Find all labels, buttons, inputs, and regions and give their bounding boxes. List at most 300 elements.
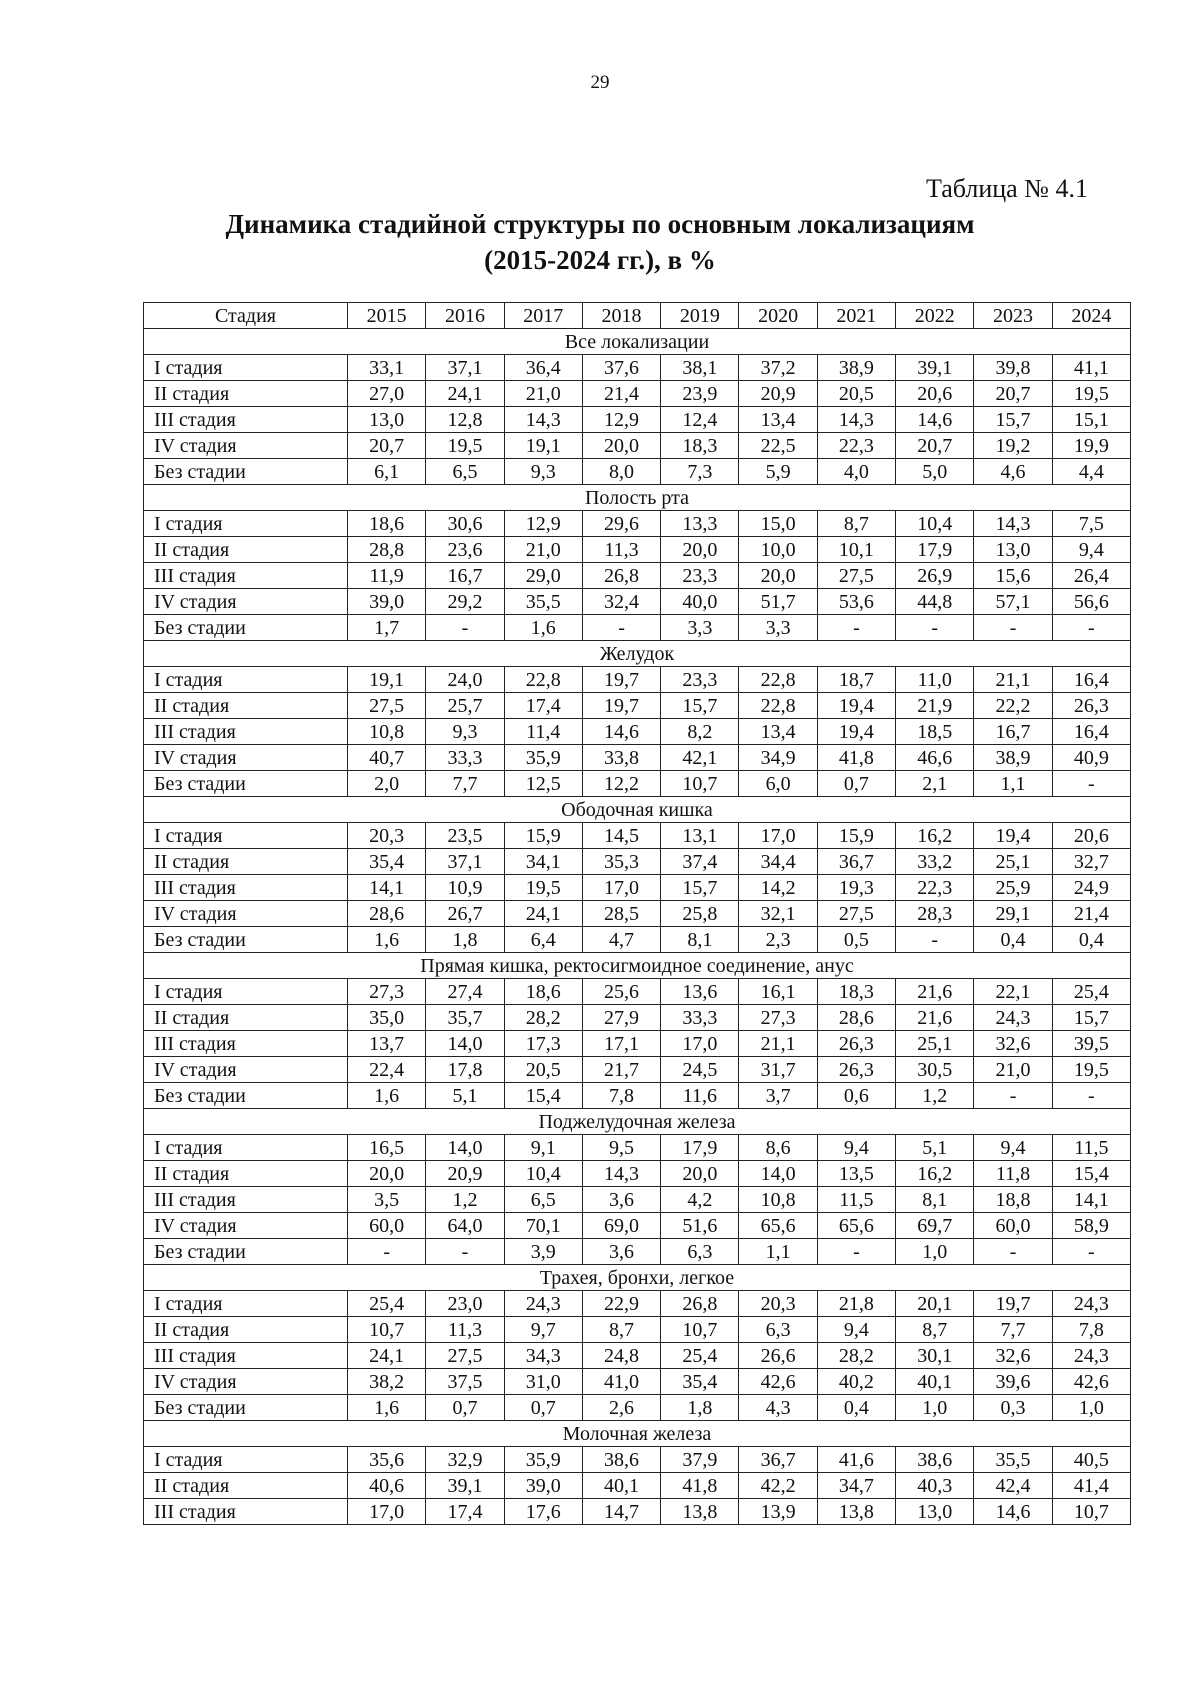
stage-label: III стадия: [144, 1499, 348, 1525]
stage-label: III стадия: [144, 1187, 348, 1213]
table-cell: 1,1: [739, 1239, 817, 1265]
table-cell: 33,3: [661, 1005, 739, 1031]
table-cell: 7,5: [1052, 511, 1130, 537]
table-cell: 28,8: [348, 537, 426, 563]
table-cell: 16,4: [1052, 719, 1130, 745]
table-cell: 30,5: [896, 1057, 974, 1083]
table-cell: -: [896, 927, 974, 953]
table-row: [144, 667, 1131, 693]
table-cell: -: [896, 615, 974, 641]
table-cell: -: [974, 1239, 1052, 1265]
table-cell: 40,5: [1052, 1447, 1130, 1473]
table-cell: 69,0: [582, 1213, 660, 1239]
stage-label: III стадия: [144, 407, 348, 433]
table-cell: 3,6: [582, 1239, 660, 1265]
table-cell: 30,1: [896, 1343, 974, 1369]
table-cell: 25,4: [1052, 979, 1130, 1005]
table-cell: 32,1: [739, 901, 817, 927]
table-cell: 13,5: [817, 1161, 895, 1187]
group-name: Поджелудочная железа: [144, 1109, 1131, 1135]
table-row: [144, 1161, 1131, 1187]
table-cell: 6,3: [739, 1317, 817, 1343]
table-cell: 56,6: [1052, 589, 1130, 615]
table-cell: 17,6: [504, 1499, 582, 1525]
table-cell: 27,5: [817, 901, 895, 927]
table-cell: 15,7: [1052, 1005, 1130, 1031]
table-cell: 15,1: [1052, 407, 1130, 433]
table-cell: 14,3: [504, 407, 582, 433]
table-cell: 1,6: [348, 1395, 426, 1421]
table-cell: 7,3: [661, 459, 739, 485]
table-cell: 34,1: [504, 849, 582, 875]
stage-label: III стадия: [144, 1343, 348, 1369]
table-cell: 27,4: [426, 979, 504, 1005]
table-cell: 17,0: [348, 1499, 426, 1525]
table-cell: 13,6: [661, 979, 739, 1005]
table-row: [144, 1187, 1131, 1213]
table-cell: 33,3: [426, 745, 504, 771]
column-header-year: 2016: [426, 303, 504, 329]
table-cell: 8,7: [582, 1317, 660, 1343]
table-cell: 14,3: [582, 1161, 660, 1187]
table-cell: 10,7: [661, 771, 739, 797]
table-cell: 28,2: [504, 1005, 582, 1031]
table-cell: 28,2: [817, 1343, 895, 1369]
table-cell: 0,3: [974, 1395, 1052, 1421]
stage-label: Без стадии: [144, 771, 348, 797]
group-header-row: [144, 1421, 1131, 1447]
table-cell: 15,6: [974, 563, 1052, 589]
table-cell: 1,1: [974, 771, 1052, 797]
table-row: [144, 693, 1131, 719]
table-cell: 8,1: [896, 1187, 974, 1213]
table-cell: 14,7: [582, 1499, 660, 1525]
table-cell: 40,2: [817, 1369, 895, 1395]
table-cell: 20,6: [896, 381, 974, 407]
table-cell: 9,7: [504, 1317, 582, 1343]
table-cell: 23,3: [661, 563, 739, 589]
table-cell: 9,3: [504, 459, 582, 485]
table-cell: 11,5: [817, 1187, 895, 1213]
table-cell: 21,8: [817, 1291, 895, 1317]
table-cell: 24,1: [504, 901, 582, 927]
table-cell: 32,6: [974, 1343, 1052, 1369]
table-cell: 20,3: [348, 823, 426, 849]
table-cell: 11,0: [896, 667, 974, 693]
table-cell: 13,9: [739, 1499, 817, 1525]
table-cell: 20,5: [504, 1057, 582, 1083]
table-row: [144, 771, 1131, 797]
table-cell: 40,7: [348, 745, 426, 771]
table-cell: 13,0: [348, 407, 426, 433]
table-cell: 18,7: [817, 667, 895, 693]
column-header-year: 2015: [348, 303, 426, 329]
table-cell: 24,3: [504, 1291, 582, 1317]
table-cell: 2,1: [896, 771, 974, 797]
table-row: [144, 875, 1131, 901]
table-cell: 24,9: [1052, 875, 1130, 901]
table-cell: 17,0: [582, 875, 660, 901]
column-header-year: 2019: [661, 303, 739, 329]
table-cell: 19,5: [504, 875, 582, 901]
group-header-row: [144, 485, 1131, 511]
table-cell: 25,4: [348, 1291, 426, 1317]
group-name: Молочная железа: [144, 1421, 1131, 1447]
table-cell: 19,1: [504, 433, 582, 459]
stage-label: II стадия: [144, 381, 348, 407]
table-cell: 32,7: [1052, 849, 1130, 875]
table-row: [144, 1369, 1131, 1395]
table-cell: 41,8: [817, 745, 895, 771]
table-cell: 14,6: [974, 1499, 1052, 1525]
table-cell: 13,8: [661, 1499, 739, 1525]
table-cell: 14,3: [974, 511, 1052, 537]
table-cell: 20,0: [661, 537, 739, 563]
table-cell: 22,2: [974, 693, 1052, 719]
table-cell: 5,9: [739, 459, 817, 485]
table-cell: 0,4: [817, 1395, 895, 1421]
table-row: [144, 407, 1131, 433]
table-cell: 69,7: [896, 1213, 974, 1239]
table-cell: 14,6: [582, 719, 660, 745]
table-cell: 11,6: [661, 1083, 739, 1109]
table-cell: 28,6: [817, 1005, 895, 1031]
table-row: [144, 433, 1131, 459]
table-cell: 17,3: [504, 1031, 582, 1057]
table-cell: 12,8: [426, 407, 504, 433]
table-cell: 34,7: [817, 1473, 895, 1499]
table-cell: 26,7: [426, 901, 504, 927]
table-cell: -: [1052, 615, 1130, 641]
table-cell: 24,0: [426, 667, 504, 693]
table-cell: 42,6: [1052, 1369, 1130, 1395]
table-cell: 42,2: [739, 1473, 817, 1499]
table-cell: 22,4: [348, 1057, 426, 1083]
table-cell: 36,4: [504, 355, 582, 381]
table-cell: 41,8: [661, 1473, 739, 1499]
table-row: [144, 1031, 1131, 1057]
group-header-row: [144, 1109, 1131, 1135]
table-cell: 51,6: [661, 1213, 739, 1239]
table-cell: 26,9: [896, 563, 974, 589]
table-cell: 26,3: [1052, 693, 1130, 719]
table-cell: 37,6: [582, 355, 660, 381]
table-cell: 11,3: [426, 1317, 504, 1343]
table-row: [144, 459, 1131, 485]
table-cell: 17,9: [661, 1135, 739, 1161]
table-row: [144, 1317, 1131, 1343]
group-name: Ободочная кишка: [144, 797, 1131, 823]
table-cell: 18,6: [348, 511, 426, 537]
table-cell: 20,7: [348, 433, 426, 459]
table-cell: 15,7: [661, 693, 739, 719]
table-cell: 42,4: [974, 1473, 1052, 1499]
table-title-line-2: (2015-2024 гг.), в %: [484, 245, 716, 275]
table-cell: 5,1: [426, 1083, 504, 1109]
table-cell: 36,7: [739, 1447, 817, 1473]
stage-label: II стадия: [144, 1317, 348, 1343]
table-cell: 6,3: [661, 1239, 739, 1265]
stage-label: Без стадии: [144, 615, 348, 641]
table-row: [144, 901, 1131, 927]
stage-label: III стадия: [144, 563, 348, 589]
table-cell: 3,9: [504, 1239, 582, 1265]
table-cell: 1,6: [348, 927, 426, 953]
table-cell: 21,1: [974, 667, 1052, 693]
table-cell: 24,3: [974, 1005, 1052, 1031]
table-cell: 11,5: [1052, 1135, 1130, 1161]
stage-label: IV стадия: [144, 745, 348, 771]
table-cell: 44,8: [896, 589, 974, 615]
table-cell: 42,6: [739, 1369, 817, 1395]
table-cell: 13,4: [739, 407, 817, 433]
table-cell: 38,9: [974, 745, 1052, 771]
table-cell: 12,9: [582, 407, 660, 433]
stage-label: III стадия: [144, 719, 348, 745]
table-row: [144, 511, 1131, 537]
table-cell: 40,1: [896, 1369, 974, 1395]
table-cell: 35,0: [348, 1005, 426, 1031]
table-cell: 5,1: [896, 1135, 974, 1161]
table-cell: 27,5: [426, 1343, 504, 1369]
table-row: [144, 979, 1131, 1005]
table-row: [144, 1057, 1131, 1083]
table-cell: 9,4: [974, 1135, 1052, 1161]
table-cell: 10,4: [504, 1161, 582, 1187]
table-cell: 35,5: [974, 1447, 1052, 1473]
table-cell: 23,6: [426, 537, 504, 563]
table-cell: 20,9: [426, 1161, 504, 1187]
table-row: [144, 745, 1131, 771]
table-cell: 18,5: [896, 719, 974, 745]
table-cell: 3,3: [739, 615, 817, 641]
table-cell: 8,6: [739, 1135, 817, 1161]
table-cell: 10,4: [896, 511, 974, 537]
table-row: [144, 563, 1131, 589]
table-cell: 1,2: [426, 1187, 504, 1213]
stage-label: I стадия: [144, 1291, 348, 1317]
stage-label: II стадия: [144, 1473, 348, 1499]
table-cell: 39,1: [426, 1473, 504, 1499]
table-cell: -: [1052, 771, 1130, 797]
stage-label: I стадия: [144, 355, 348, 381]
table-cell: 24,3: [1052, 1343, 1130, 1369]
table-row: [144, 1291, 1131, 1317]
table-cell: 3,7: [739, 1083, 817, 1109]
table-cell: 8,0: [582, 459, 660, 485]
table-cell: 15,9: [817, 823, 895, 849]
table-cell: 19,4: [817, 719, 895, 745]
table-cell: 15,4: [1052, 1161, 1130, 1187]
table-cell: 37,2: [739, 355, 817, 381]
table-cell: 35,4: [661, 1369, 739, 1395]
table-cell: 9,5: [582, 1135, 660, 1161]
table-cell: 19,7: [582, 693, 660, 719]
table-cell: 22,8: [504, 667, 582, 693]
table-cell: 7,7: [974, 1317, 1052, 1343]
group-header-row: [144, 329, 1131, 355]
table-cell: 4,7: [582, 927, 660, 953]
table-cell: 57,1: [974, 589, 1052, 615]
table-cell: 14,0: [739, 1161, 817, 1187]
table-cell: 14,2: [739, 875, 817, 901]
table-cell: 9,4: [817, 1317, 895, 1343]
table-cell: 3,3: [661, 615, 739, 641]
stage-label: I стадия: [144, 1447, 348, 1473]
table-cell: 23,0: [426, 1291, 504, 1317]
table-cell: 26,3: [817, 1031, 895, 1057]
table-cell: 70,1: [504, 1213, 582, 1239]
table-cell: 33,2: [896, 849, 974, 875]
table-cell: 20,3: [739, 1291, 817, 1317]
table-cell: 27,5: [817, 563, 895, 589]
table-cell: 0,7: [504, 1395, 582, 1421]
table-cell: 32,6: [974, 1031, 1052, 1057]
table-cell: 17,4: [426, 1499, 504, 1525]
column-header-year: 2018: [582, 303, 660, 329]
table-row: [144, 1083, 1131, 1109]
table-cell: 39,1: [896, 355, 974, 381]
table-cell: 31,7: [739, 1057, 817, 1083]
table-cell: 11,3: [582, 537, 660, 563]
table-cell: 7,8: [582, 1083, 660, 1109]
table-cell: 39,0: [504, 1473, 582, 1499]
stage-label: III стадия: [144, 875, 348, 901]
table-cell: 37,1: [426, 355, 504, 381]
table-cell: 35,6: [348, 1447, 426, 1473]
stage-label: IV стадия: [144, 433, 348, 459]
table-cell: 23,9: [661, 381, 739, 407]
table-cell: 5,0: [896, 459, 974, 485]
group-header-row: [144, 1265, 1131, 1291]
table-cell: 20,5: [817, 381, 895, 407]
table-cell: 6,5: [504, 1187, 582, 1213]
table-row: [144, 823, 1131, 849]
table-cell: 65,6: [817, 1213, 895, 1239]
table-cell: 22,9: [582, 1291, 660, 1317]
table-label: Таблица № 4.1: [925, 174, 1088, 203]
table-cell: 39,6: [974, 1369, 1052, 1395]
table-cell: 13,0: [974, 537, 1052, 563]
table-cell: 21,1: [739, 1031, 817, 1057]
column-header-year: 2024: [1052, 303, 1130, 329]
table-cell: 14,3: [817, 407, 895, 433]
table-cell: 17,0: [661, 1031, 739, 1057]
table-cell: 60,0: [974, 1213, 1052, 1239]
table-cell: -: [1052, 1083, 1130, 1109]
table-cell: 34,3: [504, 1343, 582, 1369]
table-cell: 38,1: [661, 355, 739, 381]
table-cell: 21,0: [504, 537, 582, 563]
table-cell: 0,7: [817, 771, 895, 797]
table-cell: -: [426, 615, 504, 641]
table-cell: 1,2: [896, 1083, 974, 1109]
table-cell: 26,4: [1052, 563, 1130, 589]
table-cell: 10,8: [348, 719, 426, 745]
table-cell: 8,2: [661, 719, 739, 745]
table-row: [144, 719, 1131, 745]
table-cell: 20,1: [896, 1291, 974, 1317]
table-cell: 1,6: [348, 1083, 426, 1109]
table-cell: 9,3: [426, 719, 504, 745]
table-row: [144, 381, 1131, 407]
table-cell: 40,0: [661, 589, 739, 615]
table-cell: 14,0: [426, 1135, 504, 1161]
table-cell: 6,1: [348, 459, 426, 485]
table-cell: 21,6: [896, 1005, 974, 1031]
table-cell: 27,9: [582, 1005, 660, 1031]
table-cell: 22,3: [896, 875, 974, 901]
table-cell: 8,1: [661, 927, 739, 953]
stage-label: Без стадии: [144, 927, 348, 953]
table-cell: 4,3: [739, 1395, 817, 1421]
table-cell: 12,2: [582, 771, 660, 797]
table-cell: 38,9: [817, 355, 895, 381]
table-cell: 10,8: [739, 1187, 817, 1213]
table-cell: 4,0: [817, 459, 895, 485]
stage-label: IV стадия: [144, 901, 348, 927]
table-cell: 20,6: [1052, 823, 1130, 849]
table-cell: 30,6: [426, 511, 504, 537]
table-cell: 24,1: [348, 1343, 426, 1369]
column-header-year: 2022: [896, 303, 974, 329]
table-cell: 27,3: [739, 1005, 817, 1031]
table-cell: 64,0: [426, 1213, 504, 1239]
stage-label: I стадия: [144, 823, 348, 849]
table-cell: 17,9: [896, 537, 974, 563]
table-cell: 21,0: [504, 381, 582, 407]
table-cell: 42,1: [661, 745, 739, 771]
table-cell: 24,1: [426, 381, 504, 407]
table-cell: 41,0: [582, 1369, 660, 1395]
table-cell: 9,4: [817, 1135, 895, 1161]
group-name: Желудок: [144, 641, 1131, 667]
table-cell: 25,7: [426, 693, 504, 719]
table-cell: 39,8: [974, 355, 1052, 381]
column-header-year: 2021: [817, 303, 895, 329]
table-cell: 23,3: [661, 667, 739, 693]
stage-label: Без стадии: [144, 1083, 348, 1109]
table-row: [144, 355, 1131, 381]
table-cell: 17,1: [582, 1031, 660, 1057]
table-cell: 29,2: [426, 589, 504, 615]
table-cell: 19,5: [426, 433, 504, 459]
table-cell: 1,0: [1052, 1395, 1130, 1421]
table-cell: 0,4: [1052, 927, 1130, 953]
table-cell: 33,1: [348, 355, 426, 381]
table-cell: 26,3: [817, 1057, 895, 1083]
table-cell: 20,0: [582, 433, 660, 459]
table-cell: 20,9: [739, 381, 817, 407]
table-cell: 15,0: [739, 511, 817, 537]
stage-label: II стадия: [144, 693, 348, 719]
table-row: [144, 849, 1131, 875]
table-row: [144, 1135, 1131, 1161]
stage-label: II стадия: [144, 1161, 348, 1187]
table-cell: -: [348, 1239, 426, 1265]
stage-label: II стадия: [144, 1005, 348, 1031]
table-header-row: [144, 303, 1131, 329]
table-cell: 35,9: [504, 745, 582, 771]
table-cell: 1,8: [426, 927, 504, 953]
table-cell: 18,8: [974, 1187, 1052, 1213]
stage-label: III стадия: [144, 1031, 348, 1057]
table-cell: 31,0: [504, 1369, 582, 1395]
table-cell: 28,5: [582, 901, 660, 927]
table-cell: 40,6: [348, 1473, 426, 1499]
table-cell: 6,0: [739, 771, 817, 797]
table-cell: 2,3: [739, 927, 817, 953]
